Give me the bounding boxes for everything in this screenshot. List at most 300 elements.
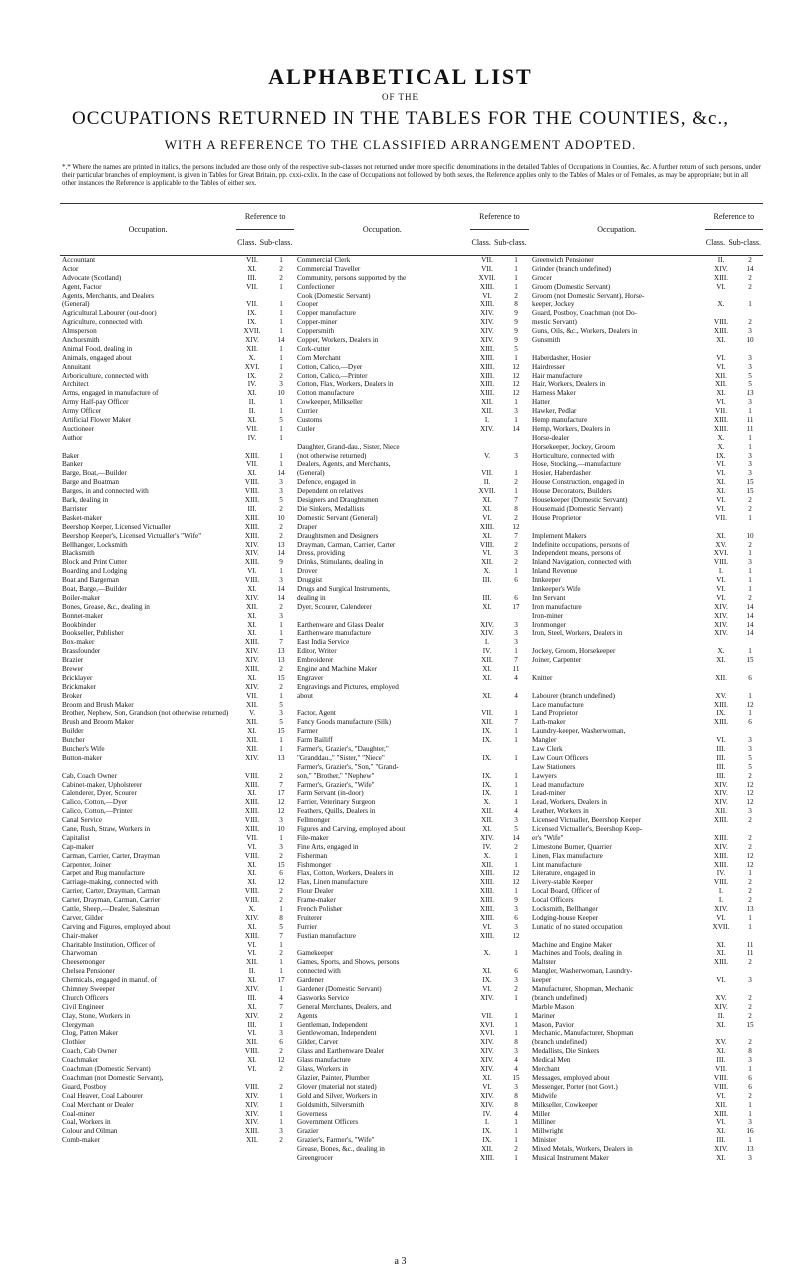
subclass-value: 1 <box>514 860 518 869</box>
subclass-value: 2 <box>279 522 283 531</box>
occupation-row <box>532 825 763 834</box>
subclass-value: 10 <box>277 513 285 522</box>
occupation-name: Livery-stable Keeper <box>532 878 593 887</box>
class-value: X. <box>717 647 725 656</box>
occupation-name: Mechanic, Manufacturer, Shopman <box>532 1029 634 1038</box>
class-value: I. <box>484 416 490 425</box>
class-value: XI. <box>247 611 257 620</box>
subclass-value: 1 <box>279 327 283 336</box>
class-value: IV. <box>247 433 257 442</box>
subclass-value <box>737 638 763 647</box>
occupation-name <box>297 701 471 710</box>
occupation-name: Cook (Domestic Servant) <box>297 291 371 300</box>
class-value <box>705 967 737 976</box>
occupation-row <box>532 701 763 710</box>
occupation-row <box>532 994 763 1003</box>
subclass-value: 7 <box>279 638 283 647</box>
class-value: III. <box>716 762 726 771</box>
occupation-row <box>297 798 529 807</box>
subclass-value: 3 <box>748 976 752 985</box>
occupation-row <box>297 807 529 816</box>
occupation-row <box>62 1092 294 1101</box>
occupation-name: Cheesemonger <box>62 958 105 967</box>
class-value: X. <box>483 949 491 958</box>
subclass-value: 7 <box>279 780 283 789</box>
class-value: IV. <box>482 842 492 851</box>
occupation-row <box>62 647 294 656</box>
subclass-value: 1 <box>279 736 283 745</box>
occupation-name: Horsekeeper, Jockey, Groom <box>532 442 616 451</box>
class-value: XI. <box>716 1020 726 1029</box>
subclass-value: 1 <box>279 451 283 460</box>
occupation-name: Medical Men <box>532 1056 571 1065</box>
occupation-name: Coachman (not Domestic Servant), <box>62 1073 164 1082</box>
occupation-name: Community, persons supported by the <box>297 273 407 282</box>
occupation-name: Bricklayer <box>62 673 93 682</box>
class-value: VI. <box>482 922 492 931</box>
subclass-value: 3 <box>748 736 752 745</box>
occupation-name: Cap-maker <box>62 842 94 851</box>
occupation-row <box>62 292 294 301</box>
occupation-row <box>62 674 294 683</box>
occupation-row <box>62 949 294 958</box>
occupation-row <box>62 372 294 381</box>
subclass-value: 1 <box>279 460 283 469</box>
subclass-value: 2 <box>279 1082 283 1091</box>
subclass-value <box>503 683 529 692</box>
occupation-name <box>532 665 705 674</box>
class-value <box>705 638 737 647</box>
class-value: VII. <box>481 709 493 718</box>
subclass-value: 2 <box>279 887 283 896</box>
class-value: VI. <box>482 985 492 994</box>
occupation-name: Fisherman <box>297 851 328 860</box>
occupation-name: House Construction, engaged in <box>532 478 625 487</box>
occupation-name: Clothier <box>62 1038 86 1047</box>
occupation-row <box>62 487 294 496</box>
occupation-name: Calenderer, Dyer, Scourer <box>62 789 137 798</box>
occupation-name: Button-maker <box>62 753 102 762</box>
occupation-row <box>297 958 529 967</box>
occupation-name: Iron manufacture <box>532 602 582 611</box>
occupation-row <box>297 443 529 452</box>
occupation-name: Agriculture, connected with <box>62 318 143 327</box>
occupation-row <box>297 967 529 976</box>
occupation-row <box>297 603 529 612</box>
occupation-name: Commercial Clerk <box>297 256 351 264</box>
occupation-name: Mixed Metals, Workers, Dealers in <box>532 1145 633 1154</box>
occupation-name: Bookseller, Publisher <box>62 629 124 638</box>
class-value: XI. <box>247 673 257 682</box>
occupation-name: Dealers, Agents, and Merchants, <box>297 460 391 469</box>
occupation-row <box>62 541 294 550</box>
subclass-value: 3 <box>514 620 518 629</box>
class-value: XI. <box>247 469 257 478</box>
occupation-row <box>297 878 529 887</box>
subclass-value: 2 <box>514 291 518 300</box>
occupation-row <box>297 1021 529 1030</box>
occupation-row <box>297 434 529 443</box>
occupation-name: Licensed Victualler, Beershop Keeper <box>532 816 641 825</box>
class-value: XIV. <box>714 780 728 789</box>
class-value: VII. <box>246 460 258 469</box>
occupation-name: Editor, Writer <box>297 647 337 656</box>
class-value: XIV. <box>480 629 494 638</box>
subclass-value: 12 <box>746 789 754 798</box>
subclass-value: 3 <box>748 1118 752 1127</box>
occupation-name: Musical Instrument Maker <box>532 1153 609 1162</box>
occupation-name: Clay, Stone, Workers in <box>62 1011 131 1020</box>
occupation-row <box>532 727 763 736</box>
class-value: XIV. <box>714 629 728 638</box>
occupation-row <box>297 1056 529 1065</box>
subclass-value: 2 <box>748 540 752 549</box>
occupation-row <box>297 727 529 736</box>
occupation-row <box>297 1136 529 1145</box>
class-value: VII. <box>246 424 258 433</box>
occupation-name: Capitalist <box>62 833 90 842</box>
occupation-row <box>62 914 294 923</box>
occupation-name: Frame-maker <box>297 896 336 905</box>
occupation-name: (not otherwise returned) <box>297 451 367 460</box>
occupation-name: Currier <box>297 407 318 416</box>
subclass-value <box>268 1074 294 1083</box>
occupation-name: Basket-maker <box>62 513 102 522</box>
occupation-name: Guns, Oils, &c., Workers, Dealers in <box>532 327 638 336</box>
class-value: VI. <box>716 460 726 469</box>
subclass-value: 3 <box>279 478 283 487</box>
occupation-name: Calico, Cotton,—Printer <box>62 807 133 816</box>
occupation-row <box>297 274 529 283</box>
subclass-value: 3 <box>748 353 752 362</box>
subclass-value: 12 <box>277 878 285 887</box>
class-value: XIV. <box>245 913 259 922</box>
occupation-row <box>297 576 529 585</box>
occupation-row <box>532 1110 763 1119</box>
occupation-name: Implement Makers <box>532 531 587 540</box>
class-value: XI. <box>482 496 492 505</box>
occupation-row <box>297 256 529 265</box>
subclass-value: 1 <box>514 780 518 789</box>
occupation-name: Local Officers <box>532 896 574 905</box>
occupation-name: Games, Sports, and Shows, persons <box>297 958 400 967</box>
subclass-value <box>503 585 529 594</box>
subclass-value <box>268 292 294 301</box>
occupation-row <box>297 932 529 941</box>
occupation-name: Chair-maker <box>62 931 99 940</box>
class-header: Class. <box>705 230 727 256</box>
occupation-name: mestic Servant) <box>532 318 577 327</box>
class-value: XII. <box>715 807 727 816</box>
subclass-value: 1 <box>514 567 518 576</box>
class-value: XI. <box>716 1153 726 1162</box>
occupation-name: Limestone Burner, Quarrier <box>532 842 612 851</box>
subclass-value: 2 <box>279 371 283 380</box>
subclass-value: 1 <box>514 647 518 656</box>
class-value: XI. <box>716 531 726 540</box>
occupation-name: Engine and Machine Maker <box>297 664 378 673</box>
occupation-header: Occupation. <box>529 204 705 256</box>
occupation-header: Occupation. <box>294 204 470 256</box>
subclass-header: Sub-class. <box>492 230 529 256</box>
subclass-value: 3 <box>748 1056 752 1065</box>
class-value <box>705 345 737 354</box>
subclass-value: 13 <box>746 905 754 914</box>
class-value: III. <box>247 1020 257 1029</box>
occupation-name: (branch undefined) <box>532 1038 587 1047</box>
subclass-value: 10 <box>277 389 285 398</box>
occupation-name: Fancy Goods manufacture (Silk) <box>297 718 392 727</box>
subclass-value: 3 <box>748 807 752 816</box>
class-value: VI. <box>716 1091 726 1100</box>
subclass-value: 6 <box>748 718 752 727</box>
subclass-value: 13 <box>277 656 285 665</box>
occupation-row <box>297 514 529 523</box>
occupation-row <box>532 1056 763 1065</box>
occupation-name: Chemicals, engaged in manuf. of <box>62 976 158 985</box>
class-value: XI. <box>482 825 492 833</box>
occupation-name: Defence, engaged in <box>297 478 356 487</box>
occupation-name: Cooper <box>297 300 319 309</box>
class-value: IX. <box>716 709 726 718</box>
occupation-name: Auctioneer <box>62 424 94 433</box>
occupation-name: Butcher's Wife <box>62 744 105 753</box>
occupation-row <box>297 629 529 638</box>
occupation-row <box>297 1110 529 1119</box>
class-value: XIII. <box>479 878 495 887</box>
subclass-value: 3 <box>514 549 518 558</box>
class-value: IX. <box>247 309 257 318</box>
class-value: II. <box>248 407 256 416</box>
occupation-name: Marble Mason <box>532 1002 575 1011</box>
occupation-row <box>532 1154 763 1163</box>
occupation-name: Bones, Grease, &c., dealing in <box>62 602 150 611</box>
occupation-row <box>297 345 529 354</box>
occupation-row <box>297 389 529 398</box>
subclass-value: 2 <box>279 602 283 611</box>
occupation-name: Dress, providing <box>297 549 345 558</box>
occupation-name: er's "Wife" <box>532 833 564 842</box>
occupation-row <box>532 789 763 798</box>
class-value: VI. <box>716 398 726 407</box>
class-value: VI. <box>247 1029 257 1038</box>
class-value: XI. <box>716 1127 726 1136</box>
class-value: XIV. <box>714 905 728 914</box>
occupation-row <box>297 1118 529 1127</box>
class-value: XIII. <box>244 638 260 647</box>
class-value: VI. <box>716 282 726 291</box>
occupation-row <box>532 496 763 505</box>
occupation-row <box>62 763 294 772</box>
subclass-value <box>503 460 529 469</box>
class-value: XIII. <box>244 825 260 833</box>
subclass-value: 2 <box>514 558 518 567</box>
class-value: VI. <box>716 469 726 478</box>
class-value: III. <box>716 1056 726 1065</box>
class-value: XV. <box>715 540 727 549</box>
occupation-name: Draughtsmen and Designers <box>297 531 379 540</box>
occupation-row <box>62 1056 294 1065</box>
subclass-value: 1 <box>279 362 283 371</box>
occupation-name: Customs <box>297 416 323 425</box>
occupation-name: Gilder, Carver <box>297 1038 339 1047</box>
subclass-value <box>503 745 529 754</box>
occupation-row <box>532 558 763 567</box>
class-value <box>705 683 737 692</box>
occupation-name: Hemp manufacture <box>532 416 588 425</box>
subclass-value: 14 <box>277 549 285 558</box>
subclass-value: 2 <box>279 949 283 958</box>
subclass-value: 7 <box>514 531 518 540</box>
occupation-name: Box-maker <box>62 638 95 647</box>
occupation-name: (General) <box>62 300 90 309</box>
occupation-name: Cutler <box>297 424 315 433</box>
subclass-value: 5 <box>748 380 752 389</box>
occupation-row <box>532 549 763 558</box>
class-value: XI. <box>247 869 257 878</box>
occupation-name: Carter, Drayman, Carman, Carrier <box>62 896 161 905</box>
occupation-name: Advocate (Scotland) <box>62 273 122 282</box>
occupation-name: Harness Maker <box>532 389 576 398</box>
class-value <box>471 941 503 950</box>
occupation-name <box>532 345 705 354</box>
class-value: XIII. <box>244 531 260 540</box>
occupation-row <box>62 887 294 896</box>
occupation-name: Block and Print Cutter <box>62 558 127 567</box>
occupation-row <box>532 585 763 594</box>
class-value: IX. <box>482 771 492 780</box>
occupation-name: keeper <box>532 976 552 985</box>
subclass-value: 1 <box>279 424 283 433</box>
class-value: XII. <box>481 860 493 869</box>
class-value: VI. <box>716 976 726 985</box>
subclass-value: 15 <box>746 656 754 665</box>
occupation-name: Groom (Domestic Servant) <box>532 282 611 291</box>
subclass-value: 2 <box>748 1038 752 1047</box>
class-value: XII. <box>246 736 258 745</box>
subclass-value: 15 <box>277 727 285 736</box>
class-value: XIII. <box>244 558 260 567</box>
class-value: VI. <box>716 736 726 745</box>
subclass-value: 1 <box>514 727 518 736</box>
occupation-name: Lead manufacture <box>532 780 585 789</box>
occupation-name: Greenwich Pensioner <box>532 256 594 264</box>
occupation-name: Carriage-making, connected with <box>62 878 158 887</box>
occupation-name: Linen, Flax manufacture <box>532 851 603 860</box>
subclass-value: 2 <box>748 1002 752 1011</box>
subclass-value <box>737 292 763 301</box>
subclass-value: 2 <box>748 273 752 282</box>
occupation-name: Fustian manufacture <box>297 931 356 940</box>
class-value: XI. <box>247 389 257 398</box>
occupation-row <box>297 1154 529 1163</box>
occupation-name: Army Half-pay Officer <box>62 398 129 407</box>
class-value: XI. <box>716 940 726 949</box>
occupation-name: Mariner <box>532 1011 556 1020</box>
class-value: XIII. <box>713 273 729 282</box>
subclass-value: 14 <box>277 336 285 345</box>
occupation-name: Copper-miner <box>297 318 338 327</box>
occupation-name: Manufacturer, Shopman, Mechanic <box>532 985 634 994</box>
subclass-value: 6 <box>748 1073 752 1082</box>
subclass-value <box>268 443 294 452</box>
class-value: VIII. <box>244 478 260 487</box>
class-value: XIII. <box>479 371 495 380</box>
occupation-row <box>532 754 763 763</box>
class-value: XIII. <box>713 416 729 425</box>
occupation-name: Charwoman <box>62 949 98 958</box>
subclass-value: 2 <box>748 593 752 602</box>
occupation-name: Commercial Traveller <box>297 264 361 273</box>
occupation-name: Comb-maker <box>62 1136 100 1145</box>
occupation-row <box>62 807 294 816</box>
subclass-value: 13 <box>746 389 754 398</box>
subclass-value: 12 <box>512 362 520 371</box>
subclass-value: 1 <box>514 398 518 407</box>
class-value: XII. <box>481 807 493 816</box>
class-value: XI. <box>247 416 257 425</box>
class-value: XIV. <box>714 1145 728 1154</box>
occupation-row <box>62 1038 294 1047</box>
subclass-value: 3 <box>748 398 752 407</box>
occupation-row <box>62 985 294 994</box>
occupation-row <box>297 1092 529 1101</box>
occupation-name: Laundry-keeper, Washerwoman, <box>532 727 626 736</box>
occupation-name <box>532 683 705 692</box>
occupation-name: Confectioner <box>297 282 335 291</box>
occupation-name: Cotton manufacture <box>297 389 355 398</box>
occupation-row <box>62 558 294 567</box>
subclass-value: 1 <box>748 513 752 522</box>
occupation-name: Barge, Boat,—Builder <box>62 469 127 478</box>
occupation-name: Farm Bailiff <box>297 736 333 745</box>
subclass-value <box>737 1029 763 1038</box>
subclass-value <box>503 701 529 710</box>
occupation-row <box>532 878 763 887</box>
occupation-name <box>532 523 705 532</box>
occupation-name: Cab, Coach Owner <box>62 771 117 780</box>
occupation-name: Merchant <box>532 1065 560 1074</box>
occupation-name: Horse-dealer <box>532 433 570 442</box>
occupation-name: Factor, Agent <box>297 709 336 718</box>
occupation-row <box>297 656 529 665</box>
class-value <box>705 727 737 736</box>
occupation-row <box>297 896 529 905</box>
class-value: XIV. <box>245 656 259 665</box>
subclass-value: 3 <box>748 744 752 753</box>
class-value: XI. <box>482 691 492 700</box>
class-value: V. <box>248 709 256 718</box>
class-value: X. <box>483 851 491 860</box>
occupation-name: Flour Dealer <box>297 887 334 896</box>
subclass-value: 2 <box>279 273 283 282</box>
subclass-value: 5 <box>514 825 518 833</box>
subclass-value: 12 <box>746 798 754 807</box>
subclass-value: 5 <box>748 762 752 771</box>
occupation-row <box>532 541 763 550</box>
occupation-row <box>297 300 529 309</box>
occupation-name: Hawker, Pedlar <box>532 407 577 416</box>
occupation-name: Gentlewoman, Independent <box>297 1029 377 1038</box>
occupation-row <box>62 496 294 505</box>
subclass-value <box>737 932 763 941</box>
class-value: XIV. <box>480 1047 494 1056</box>
class-value: XIII. <box>479 522 495 531</box>
class-value: III. <box>247 993 257 1002</box>
subclass-value: 9 <box>514 327 518 336</box>
subclass-value: 4 <box>514 1109 518 1118</box>
class-value: VIII. <box>713 1073 729 1082</box>
